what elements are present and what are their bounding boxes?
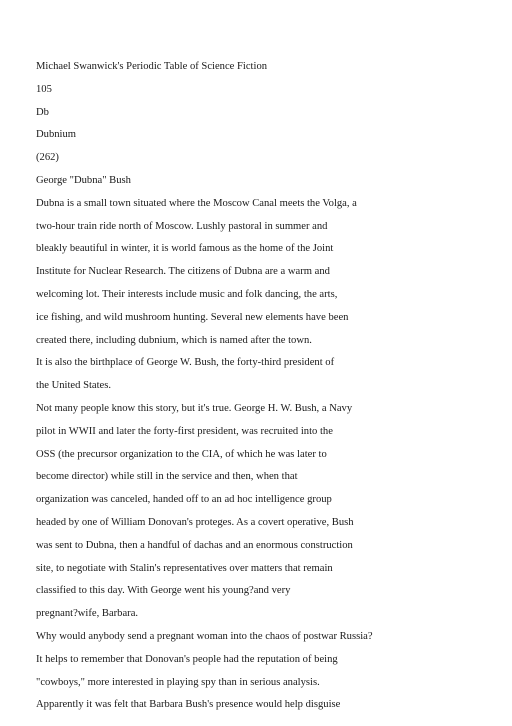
element-name: Dubnium [36,129,77,141]
text-line: Dubna is a small town situated where the Moscow Canal meets the Volga, a [36,197,357,209]
text-line: pilot in WWII and later the forty-first president, was recruited into the [36,425,333,437]
text-line: bleakly beautiful in winter, it is world famous as the home of the Joint [36,243,334,255]
text-line: Institute for Nuclear Research. The citizens of Dubna are a warm and [36,266,330,278]
atomic-number: 105 [36,83,52,95]
text-line: site, to negotiate with Stalin's representatives over matters that remain [36,562,333,574]
text-line: created there, including dubnium, which is named after the town. [36,334,312,346]
text-line: was sent to Dubna, then a handful of dachas and an enormous construction [36,539,353,551]
text-line: organization was canceled, handed off to an ad hoc intelligence group [36,494,332,506]
text-line: "cowboys," more interested in playing spy than in serious analysis. [36,676,320,688]
text-line: Why would anybody send a pregnant woman into the chaos of postwar Russia? [36,630,373,642]
text-line: classified to this day. With George went his young?and very [36,585,291,597]
text-line: headed by one of William Donovan's proteges. As a covert operative, Bush [36,516,354,528]
atomic-mass: (262) [36,152,59,164]
text-line: OSS (the precursor organization to the CIA, of which he was later to [36,448,327,460]
text-line: two-hour train ride north of Moscow. Lushly pastoral in summer and [36,220,328,232]
text-line: It is also the birthplace of George W. Bush, the forty-third president of [36,357,335,369]
book-title-line: Michael Swanwick's Periodic Table of Science Fiction [36,61,268,72]
text-line: Apparently it was felt that Barbara Bush's presence would help disguise [36,699,341,711]
text-line: Not many people know this story, but it's true. George H. W. Bush, a Navy [36,402,353,414]
text-line: welcoming lot. Their interests include music and folk dancing, the arts, [36,288,338,300]
text-line: ice fishing, and wild mushroom hunting. Several new elements have been [36,311,349,323]
story-title: George "Dubna" Bush [36,174,131,186]
text-line: become director) while still in the service and then, when that [36,471,298,483]
text-line: the United States. [36,380,112,392]
element-symbol: Db [36,106,49,118]
text-line: pregnant?wife, Barbara. [36,608,139,620]
text-line: It helps to remember that Donovan's people had the reputation of being [36,653,338,665]
document-text [36,56,486,717]
